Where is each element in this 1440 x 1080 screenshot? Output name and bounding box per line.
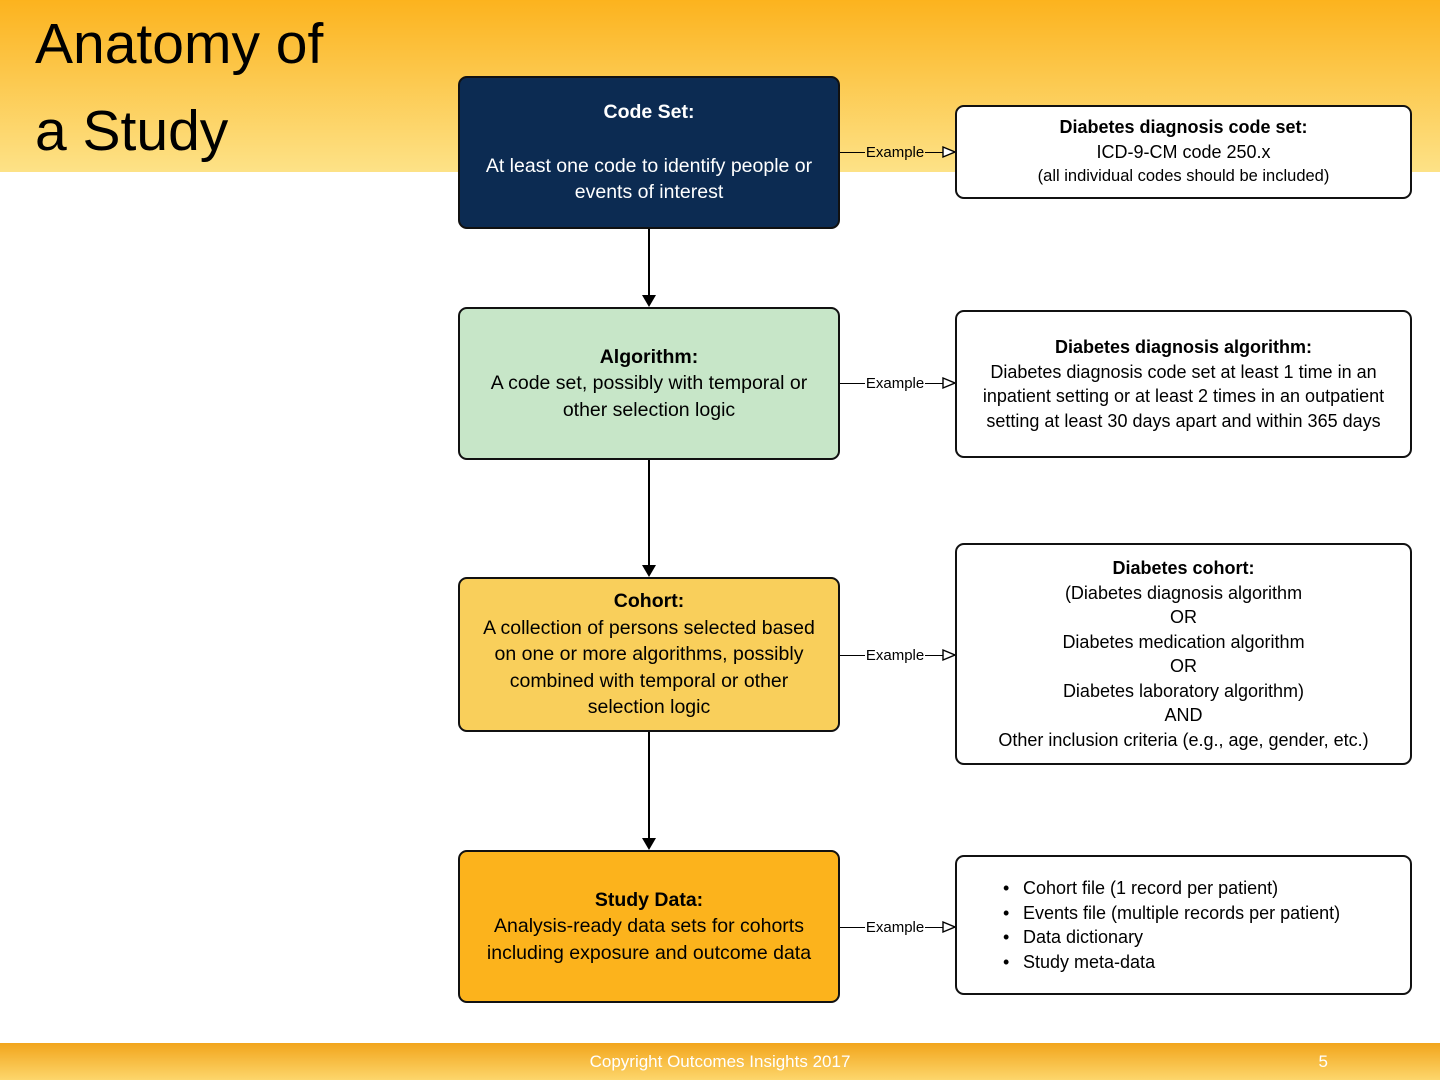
footer-copyright: Copyright Outcomes Insights 2017 [589, 1052, 851, 1071]
connector-line [925, 655, 943, 656]
example-line: (all individual codes should be included) [1037, 167, 1330, 186]
node-body: At least one code to identify people or events of interest [485, 154, 813, 204]
arrow-down-icon [642, 838, 656, 850]
page-title-line1: Anatomy of [35, 12, 324, 76]
arrow-down-line [648, 460, 650, 566]
flow-node-study-data [458, 850, 840, 1003]
arrow-down-icon [642, 295, 656, 307]
arrow-down-line [648, 732, 650, 839]
example-title: Diabetes diagnosis algorithm: [1054, 337, 1313, 357]
example-line: AND [1164, 705, 1203, 725]
bullet-item: • Data dictionary [1003, 925, 1400, 950]
example-connector-code-set [840, 143, 956, 161]
example-box-code-set [955, 105, 1412, 199]
arrow-down-icon [642, 565, 656, 577]
connector-line [840, 927, 865, 928]
connector-label: Example [865, 143, 925, 161]
example-connector-study-data [840, 918, 956, 936]
example-line: ICD-9-CM code 250.x [1096, 141, 1271, 162]
example-connector-algorithm [840, 374, 956, 392]
flow-node-code-set [458, 76, 840, 229]
arrow-down-line [648, 229, 650, 296]
connector-line [925, 152, 943, 153]
connector-line [840, 383, 865, 384]
node-title: Study Data: [594, 888, 704, 911]
connector-line [925, 383, 943, 384]
example-box-cohort [955, 543, 1412, 765]
node-body: Analysis-ready data sets for cohorts including exposure and outcome data [486, 915, 812, 964]
flow-node-algorithm [458, 307, 840, 460]
example-line: Diabetes laboratory algorithm) [1062, 680, 1305, 701]
footer-band [0, 1043, 1440, 1080]
example-line: OR [1170, 656, 1197, 676]
page-title-line2: a Study [35, 99, 229, 163]
open-arrow-right-icon [942, 648, 956, 662]
example-line: Diabetes medication algorithm [1062, 631, 1305, 652]
bullet-item: • Events file (multiple records per patient) [1003, 901, 1400, 926]
node-body: A collection of persons selected based on one or more algorithms, possibly combined with temporal or other selection logic [483, 616, 815, 719]
open-arrow-right-icon [942, 145, 956, 159]
node-body: A code set, possibly with temporal or other selection logic [490, 372, 808, 421]
node-title: Algorithm: [599, 345, 699, 368]
example-title: Diabetes diagnosis code set: [1059, 117, 1308, 138]
flow-node-cohort [458, 577, 840, 732]
example-line: Diabetes diagnosis code set at least 1 time in an inpatient setting or at least 2 times in an outpatient setting at least 30 days apart and within 365 days [982, 361, 1385, 431]
connector-line [925, 927, 943, 928]
node-title: Code Set: [603, 101, 695, 124]
connector-label: Example [865, 646, 925, 664]
example-title: Diabetes cohort: [1112, 558, 1255, 578]
example-connector-cohort [840, 646, 956, 664]
connector-label: Example [865, 374, 925, 392]
connector-line [840, 655, 865, 656]
example-line: (Diabetes diagnosis algorithm [1064, 582, 1303, 603]
page-title [35, 1, 323, 175]
example-line: Other inclusion criteria (e.g., age, gender, etc.) [998, 729, 1369, 750]
example-box-study-data [955, 855, 1412, 995]
example-box-algorithm [955, 310, 1412, 458]
example-line: OR [1170, 607, 1197, 627]
open-arrow-right-icon [942, 376, 956, 390]
page-number: 5 [1318, 1052, 1328, 1071]
bullet-item: • Cohort file (1 record per patient) [1003, 876, 1400, 901]
bullet-item: • Study meta-data [1003, 950, 1400, 975]
connector-line [840, 152, 865, 153]
node-title: Cohort: [613, 590, 685, 613]
connector-label: Example [865, 918, 925, 936]
example-bullet-list [967, 876, 1400, 974]
open-arrow-right-icon [942, 920, 956, 934]
